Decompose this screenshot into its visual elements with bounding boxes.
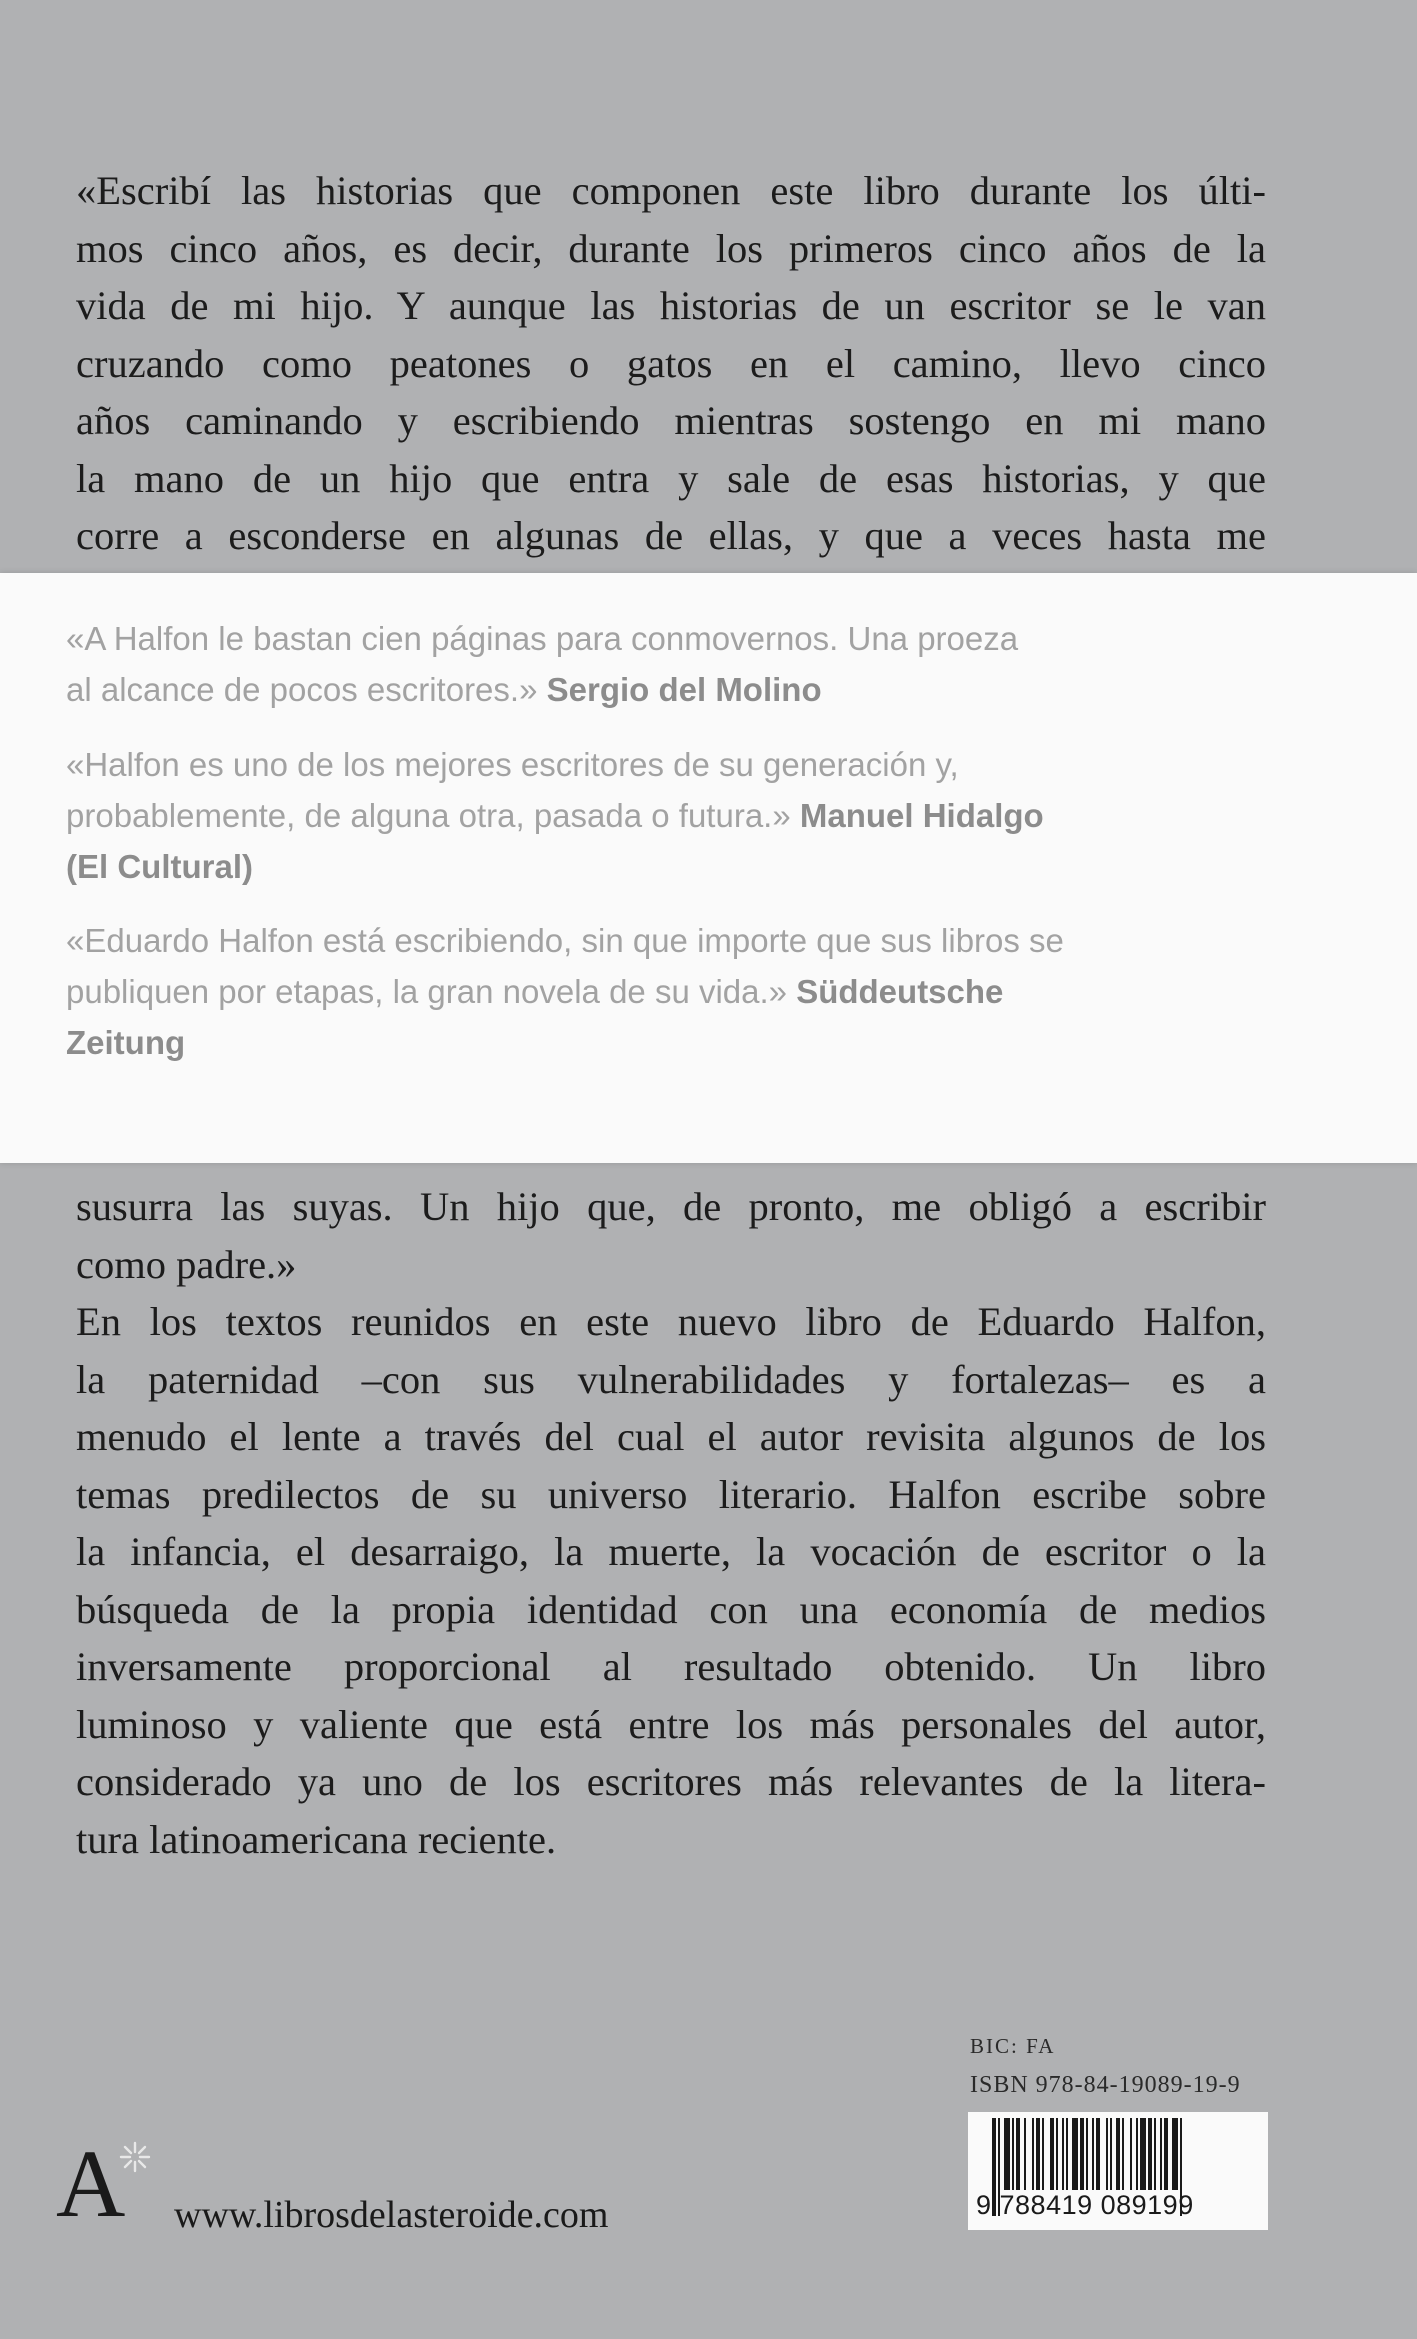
barcode-bar xyxy=(1140,2118,1146,2190)
description-line: susurra las suyas. Un hijo que, de pronto, me obligó a escribir xyxy=(76,1184,1266,1229)
description-line: «Escribí las historias que componen este libro durante los últi- xyxy=(76,168,1266,213)
review-line: probablemente, de alguna otra, pasada o futura.» xyxy=(66,797,800,834)
publisher-website: www.librosdelasteroide.com xyxy=(174,2194,609,2236)
publisher-logo-letter: A xyxy=(56,2130,126,2237)
barcode-bar xyxy=(1042,2118,1044,2190)
asterisk-star-icon xyxy=(118,2140,152,2174)
description-line: la mano de un hijo que entra y sale de esas historias, y que xyxy=(76,455,1266,501)
review-source: Sergio del Molino xyxy=(546,671,822,708)
review-source: (El Cultural) xyxy=(66,848,253,885)
review-quote xyxy=(66,613,1266,715)
barcode-bar xyxy=(1096,2118,1100,2190)
review-line: «Halfon es uno de los mejores escritores de su generación y, xyxy=(66,746,959,783)
barcode-bar xyxy=(1050,2118,1054,2190)
barcode-bar xyxy=(1106,2118,1108,2190)
barcode-bar xyxy=(1072,2118,1078,2190)
barcode-bar xyxy=(1032,2118,1034,2190)
review-line: publiquen por etapas, la gran novela de su vida.» xyxy=(66,973,797,1010)
description-line: la infancia, el desarraigo, la muerte, la vocación de escritor o la xyxy=(76,1529,1266,1574)
barcode-bar xyxy=(1024,2118,1026,2190)
barcode-bar xyxy=(1164,2118,1168,2190)
description-line: En los textos reunidos en este nuevo libro de Eduardo Halfon, xyxy=(76,1299,1266,1344)
barcode-bar xyxy=(1160,2118,1162,2190)
description-line: la paternidad –con sus vulnerabilidades y fortalezas– es a xyxy=(76,1356,1266,1402)
barcode xyxy=(968,2112,1268,2230)
description-line: tura latinoamericana reciente. xyxy=(76,1816,557,1862)
barcode-bar xyxy=(1086,2118,1088,2190)
description-line: inversamente proporcional al resultado obtenido. Un libro xyxy=(76,1644,1266,1689)
barcode-bar xyxy=(1062,2118,1064,2190)
description-line: búsqueda de la propia identidad con una economía de medios xyxy=(76,1586,1266,1632)
description-top xyxy=(76,162,1266,565)
barcode-bar xyxy=(1110,2118,1112,2190)
review-band xyxy=(0,573,1417,1163)
review-source: Süddeutsche xyxy=(796,973,1004,1010)
barcode-bar xyxy=(1066,2118,1068,2190)
description-line: como padre.» xyxy=(76,1241,297,1287)
barcode-bar xyxy=(1154,2118,1156,2190)
review-quote xyxy=(66,739,1266,892)
barcode-bar xyxy=(1148,2118,1152,2190)
description-line: considerado ya uno de los escritores más relevantes de la litera- xyxy=(76,1759,1266,1804)
review-quote xyxy=(66,915,1266,1068)
barcode-bar xyxy=(1130,2118,1132,2190)
review-line: «Eduardo Halfon está escribiendo, sin que importe que sus libros se xyxy=(66,922,1064,959)
review-line: al alcance de pocos escritores.» xyxy=(66,671,547,708)
barcode-bar xyxy=(1122,2118,1124,2190)
description-line: mos cinco años, es decir, durante los primeros cinco años de la xyxy=(76,225,1266,271)
barcode-bar xyxy=(1080,2118,1084,2190)
barcode-bar xyxy=(1016,2118,1020,2190)
description-line: corre a esconderse en algunas de ellas, y que a veces hasta me xyxy=(76,513,1266,558)
description-line: cruzando como peatones o gatos en el camino, llevo cinco xyxy=(76,340,1266,386)
review-source: Manuel Hidalgo xyxy=(799,797,1044,834)
barcode-bar xyxy=(1036,2118,1040,2190)
bic-code: BIC: FA xyxy=(970,2034,1056,2058)
barcode-bar xyxy=(1056,2118,1058,2190)
barcode-bar xyxy=(1092,2118,1094,2190)
description-line: luminoso y valiente que está entre los más personales del autor, xyxy=(76,1701,1266,1747)
barcode-bar xyxy=(1172,2118,1178,2190)
barcode-digits: 9 788419 089199 xyxy=(976,2190,1194,2220)
barcode-bar xyxy=(1012,2118,1014,2190)
barcode-bar xyxy=(1004,2118,1010,2190)
barcode-bar xyxy=(1116,2118,1120,2190)
publisher-logo xyxy=(56,2130,166,2246)
description-line: años caminando y escribiendo mientras sostengo en mi mano xyxy=(76,398,1266,443)
description-bottom xyxy=(76,1178,1266,1868)
description-line: temas predilectos de su universo literario. Halfon escribe sobre xyxy=(76,1471,1266,1517)
review-line: «A Halfon le bastan cien páginas para conmovernos. Una proeza xyxy=(66,620,1019,657)
barcode-bar xyxy=(1136,2118,1138,2190)
description-line: vida de mi hijo. Y aunque las historias de un escritor se le van xyxy=(76,283,1266,328)
review-source: Zeitung xyxy=(66,1024,186,1061)
isbn-code: ISBN 978-84-19089-19-9 xyxy=(970,2072,1241,2098)
description-line: menudo el lente a través del cual el autor revisita algunos de los xyxy=(76,1414,1266,1459)
